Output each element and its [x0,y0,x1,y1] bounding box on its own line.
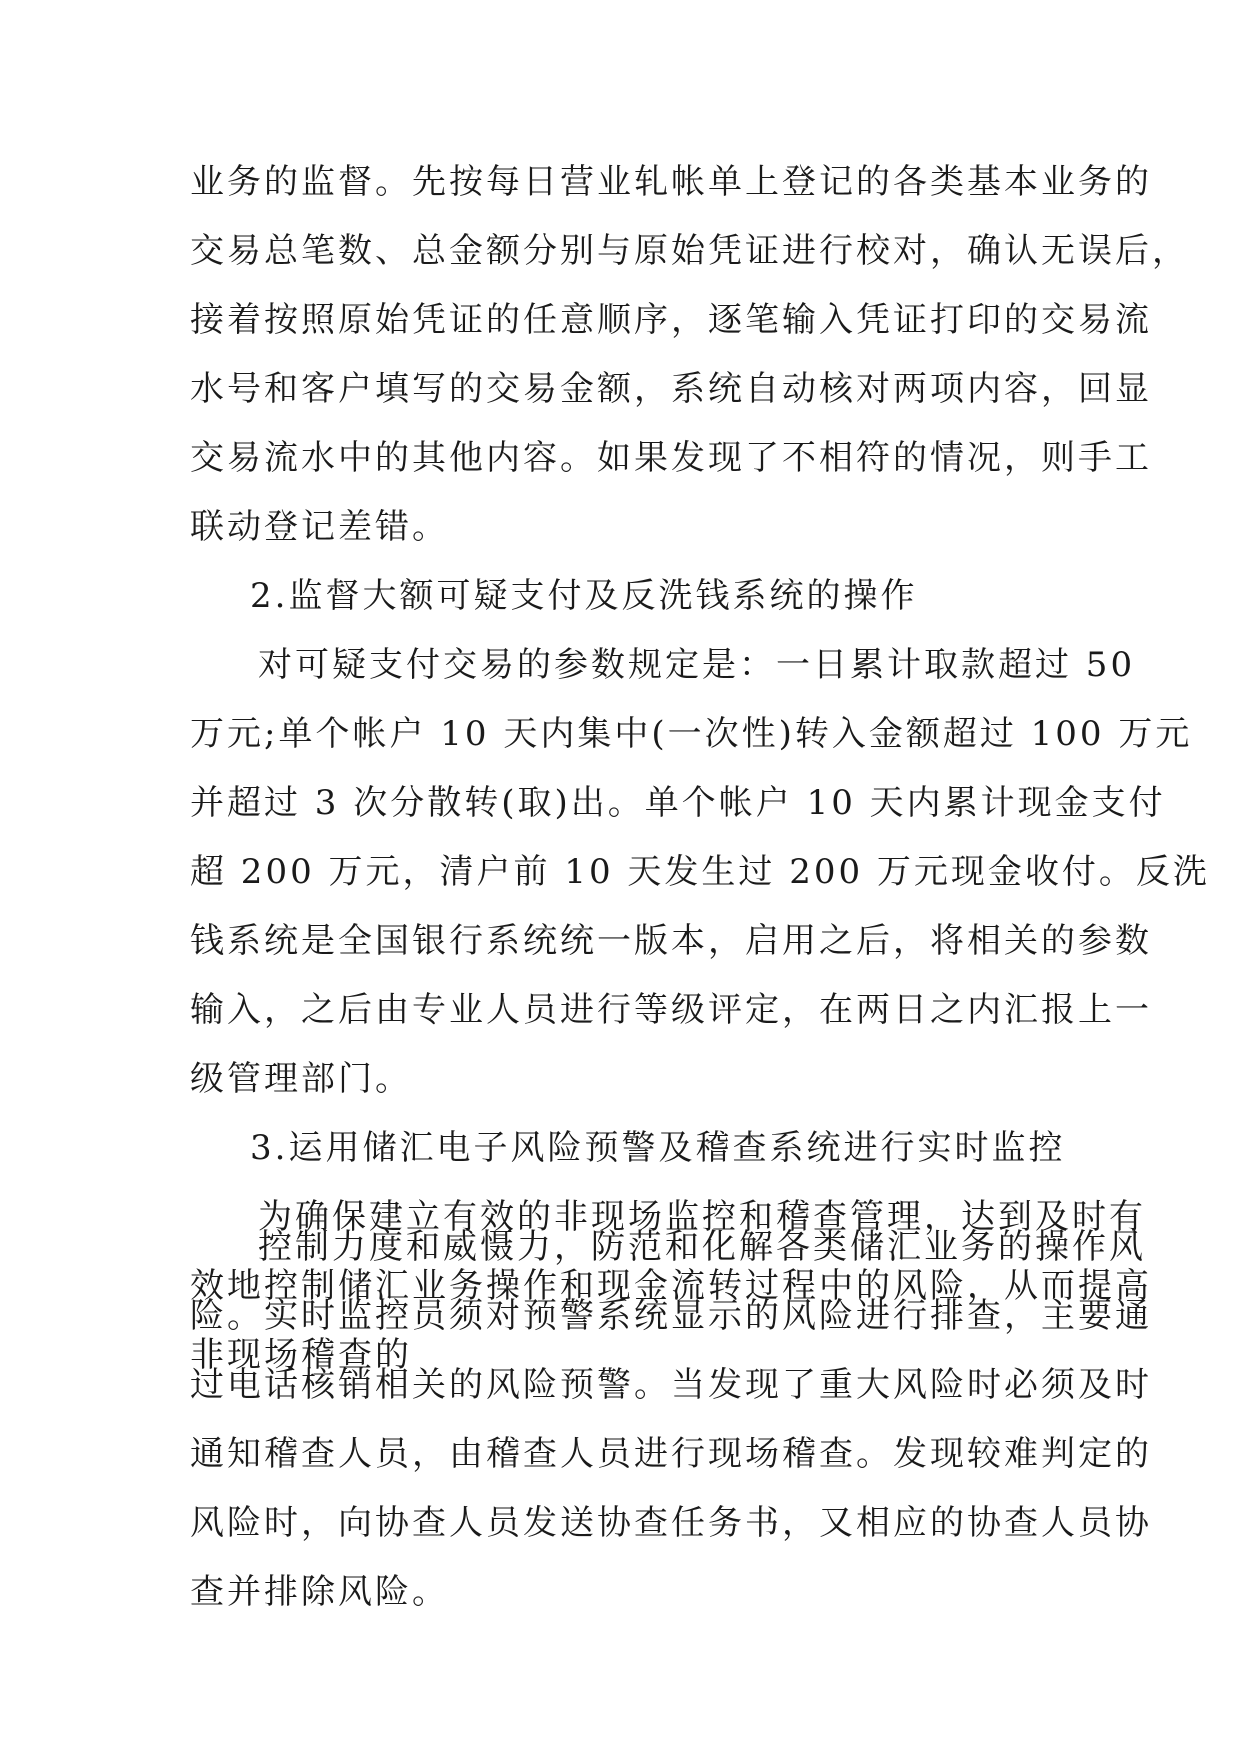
paragraph-line: 效地控制储汇业务操作和现金流转过程中的风险，从而提高 [190,1266,1152,1306]
paragraph-line: 输入，之后由专业人员进行等级评定，在两日之内汇报上一 [190,990,1152,1030]
paragraph-line: 非现场稽查的 [190,1335,412,1375]
section-heading: 3.运用储汇电子风险预警及稽查系统进行实时监控 [250,1128,1066,1168]
paragraph-line: 接着按照原始凭证的任意顺序，逐笔输入凭证打印的交易流 [190,300,1152,340]
paragraph-line: 为确保建立有效的非现场监控和稽查管理，达到及时有 [258,1197,1146,1237]
paragraph-line: 查并排除风险。 [190,1572,449,1612]
paragraph-line: 风险时，向协查人员发送协查任务书，又相应的协查人员协 [190,1503,1152,1543]
paragraph-line: 钱系统是全国银行系统统一版本，启用之后，将相关的参数 [190,921,1152,961]
paragraph-line: 业务的监督。先按每日营业轧帐单上登记的各类基本业务的 [190,162,1152,202]
paragraph-line: 交易总笔数、总金额分别与原始凭证进行校对，确认无误后， [190,231,1189,271]
paragraph-line: 对可疑支付交易的参数规定是：一日累计取款超过 50 [258,645,1136,685]
paragraph-line: 级管理部门。 [190,1059,412,1099]
paragraph-line: 联动登记差错。 [190,507,449,547]
paragraph-line: 并超过 3 次分散转(取)出。单个帐户 10 天内累计现金支付 [190,783,1166,823]
paragraph-line: 险。实时监控员须对预警系统显示的风险进行排查，主要通 [190,1296,1152,1336]
document-body [190,148,1210,1390]
paragraph-line: 交易流水中的其他内容。如果发现了不相符的情况，则手工 [190,438,1152,478]
paragraph-line: 万元;单个帐户 10 天内集中(一次性)转入金额超过 100 万元 [190,714,1193,754]
document-body-continued [190,1213,1152,1627]
paragraph-line: 超 200 万元，清户前 10 天发生过 200 万元现金收付。反洗 [190,852,1210,892]
paragraph-line: 控制力度和威慑力，防范和化解各类储汇业务的操作风 [258,1227,1146,1267]
section-heading: 2.监督大额可疑支付及反洗钱系统的操作 [250,576,918,616]
paragraph-line: 水号和客户填写的交易金额，系统自动核对两项内容，回显 [190,369,1152,409]
paragraph-line: 通知稽查人员，由稽查人员进行现场稽查。发现较难判定的 [190,1434,1152,1474]
paragraph-line: 过电话核销相关的风险预警。当发现了重大风险时必须及时 [190,1365,1152,1405]
